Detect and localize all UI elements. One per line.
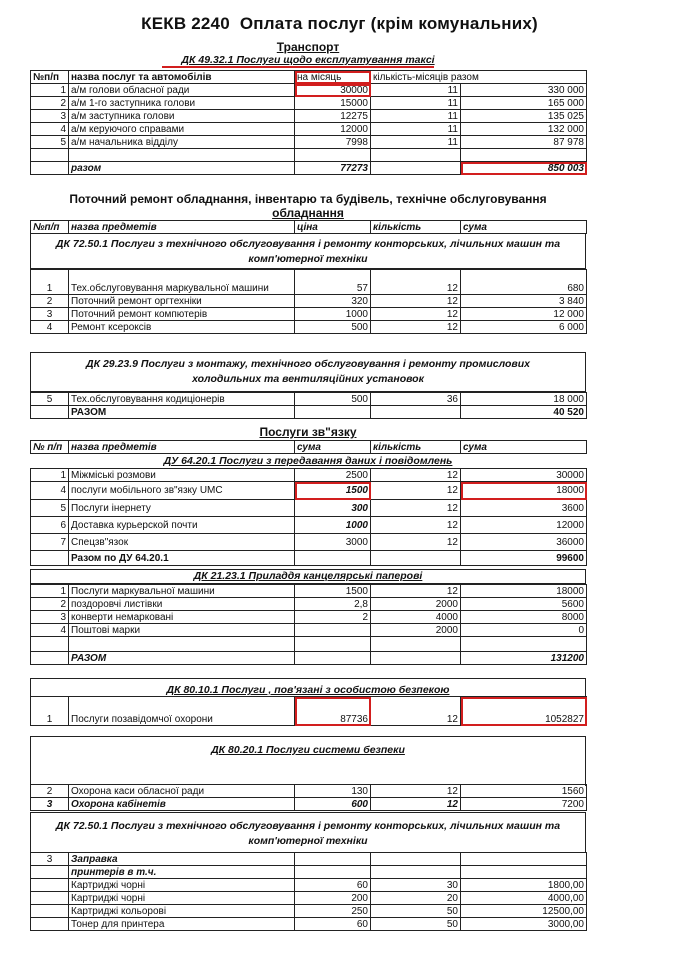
row-num: 1 [31, 697, 69, 726]
table-row [31, 84, 587, 97]
row-qty: 12 [371, 321, 461, 334]
table-row [31, 853, 587, 866]
total-row [31, 652, 587, 665]
row-month: 7998 [295, 136, 371, 149]
table-row [31, 598, 587, 611]
row-qty: 12 [371, 270, 461, 295]
row-qty: 2000 [371, 598, 461, 611]
row-sum: 1800,00 [461, 879, 587, 892]
row-qty: 20 [371, 892, 461, 905]
row-num: 4 [31, 321, 69, 334]
row-sum: 3 840 [461, 295, 587, 308]
row-sum: 7200 [461, 798, 587, 811]
row-price: 500 [295, 321, 371, 334]
row-price: 2,8 [295, 598, 371, 611]
row-sum: 36000 [461, 534, 587, 551]
empty-cell [461, 637, 587, 652]
empty-cell [371, 149, 461, 162]
col-header-sum: сума [461, 441, 587, 454]
row-name: конверти немарковані [69, 611, 295, 624]
row-name: Тех.обслуговування кодиціонерів [69, 393, 295, 406]
total-label: разом [69, 162, 295, 175]
table-row [31, 611, 587, 624]
row-name: Охорона кабінетів [69, 798, 295, 811]
row-num: 3 [31, 308, 69, 321]
row-sum: 4000,00 [461, 892, 587, 905]
table-row [31, 624, 587, 637]
total-sum: 850 003 [461, 162, 587, 175]
row-qty: 30 [371, 879, 461, 892]
repair-table-2 [30, 392, 587, 419]
table-header-row [31, 441, 587, 454]
empty-cell [69, 149, 295, 162]
row-name: Міжміські розмови [69, 469, 295, 482]
subtotal-sum: 99600 [461, 551, 587, 566]
table-row [31, 637, 587, 652]
row-price [295, 866, 371, 879]
repair-subheading-1: ДК 72.50.1 Послуги з технічного обслуговування і ремонту конторських, лічильних машин та [55, 238, 561, 250]
table-row [31, 149, 587, 162]
empty-cell [371, 162, 461, 175]
table-header-row [31, 221, 587, 234]
row-sum: 18000 [461, 585, 587, 598]
row-price: 300 [295, 500, 371, 517]
row-name: Ремонт ксероксів [69, 321, 295, 334]
row-num: 1 [31, 585, 69, 598]
table-row [31, 585, 587, 598]
empty-cell [371, 637, 461, 652]
red-underline [162, 66, 434, 68]
empty-cell [295, 149, 371, 162]
repair-subheading-1b: комп'ютерної техніки [248, 253, 368, 265]
row-qty: 4000 [371, 611, 461, 624]
col-header-price: сума [295, 441, 371, 454]
row-name: поздоровчі листівки [69, 598, 295, 611]
row-num [31, 866, 69, 879]
repair-header-table [30, 220, 587, 234]
table-row [31, 97, 587, 110]
transport-subheading: ДК 49.32.1 Послуги щодо експлуатування таксі [181, 54, 435, 66]
maint-table [30, 852, 587, 931]
total-label: РАЗОМ [69, 652, 295, 665]
row-price: 1000 [295, 308, 371, 321]
kekv-code: КЕКВ 2240 [141, 14, 230, 33]
total-row [31, 406, 587, 419]
comm-table [30, 468, 587, 566]
table-row [31, 785, 587, 798]
comm-subheading-1: ДУ 64.20.1 Послуги з передавання даних і повідомлень [163, 455, 453, 467]
row-name: послуги мобільного зв"язку UMC [69, 482, 295, 500]
row-num: 5 [31, 500, 69, 517]
table-row [31, 905, 587, 918]
row-month: 30000 [295, 84, 371, 97]
empty-cell [371, 652, 461, 665]
table-row [31, 879, 587, 892]
row-num [31, 918, 69, 931]
row-num [31, 905, 69, 918]
row-qty: 12 [371, 482, 461, 500]
row-price: 200 [295, 892, 371, 905]
repair-heading: Поточний ремонт обладнання, інвентарю та будівель, технічне обслуговування [69, 192, 547, 206]
row-price [295, 853, 371, 866]
empty-cell [461, 149, 587, 162]
row-name: Доставка курьерской почти [69, 517, 295, 534]
row-price: 250 [295, 905, 371, 918]
table-row [31, 321, 587, 334]
table-row [31, 697, 587, 726]
col-header-qty: кількість [371, 221, 461, 234]
row-sum: 1052827 [461, 697, 587, 726]
row-qty: 11 [371, 136, 461, 149]
row-sum: 3600 [461, 500, 587, 517]
row-sum [461, 866, 587, 879]
row-num: 1 [31, 84, 69, 97]
row-qty: 12 [371, 295, 461, 308]
row-price: 1500 [295, 482, 371, 500]
row-month: 15000 [295, 97, 371, 110]
row-num: 4 [31, 123, 69, 136]
row-qty: 11 [371, 123, 461, 136]
empty-cell [31, 551, 69, 566]
row-name: а/м 1-го заступника голови [69, 97, 295, 110]
table-row [31, 798, 587, 811]
col-header-month: на місяць [295, 71, 371, 84]
row-sum: 18 000 [461, 393, 587, 406]
row-price: 60 [295, 879, 371, 892]
empty-cell [295, 652, 371, 665]
row-name: а/м голови обласної ради [69, 84, 295, 97]
row-qty: 11 [371, 97, 461, 110]
table-row [31, 469, 587, 482]
table-row [31, 123, 587, 136]
row-qty: 12 [371, 697, 461, 726]
col-header-num: № п/п [31, 441, 69, 454]
repair-subheading-2b: холодильних та вентиляційних установок [192, 373, 424, 385]
row-qty: 36 [371, 393, 461, 406]
row-num: 4 [31, 624, 69, 637]
table-row [31, 918, 587, 931]
row-price: 60 [295, 918, 371, 931]
row-name: Заправка [69, 853, 295, 866]
subtotal-label: Разом по ДУ 64.20.1 [69, 551, 295, 566]
table-row [31, 500, 587, 517]
col-header-qty: кількість [371, 441, 461, 454]
transport-heading: Транспорт [276, 40, 340, 54]
comm-subheading-2: ДК 21.23.1 Приладдя канцелярські паперові [193, 570, 423, 582]
row-sum: 12 000 [461, 308, 587, 321]
comm-header-table [30, 440, 587, 454]
row-name: Охорона каси обласної ради [69, 785, 295, 798]
row-price: 2 [295, 611, 371, 624]
col-header-name: назва предметів [69, 221, 295, 234]
security-table-2 [30, 784, 587, 811]
row-price: 3000 [295, 534, 371, 551]
col-header-num: №п/п [31, 221, 69, 234]
row-qty [371, 853, 461, 866]
table-header-row [31, 71, 587, 84]
table-row [31, 866, 587, 879]
col-header-num: №п/п [31, 71, 69, 84]
table-row [31, 393, 587, 406]
row-price: 87736 [295, 697, 371, 726]
row-name: Поточний ремонт компютерів [69, 308, 295, 321]
row-price: 600 [295, 798, 371, 811]
row-total: 132 000 [461, 123, 587, 136]
row-qty: 12 [371, 517, 461, 534]
title-text: Оплата послуг (крім комунальних) [239, 14, 538, 33]
empty-cell [31, 149, 69, 162]
maint-subheading-b: комп'ютерної техніки [248, 835, 368, 847]
row-num: 5 [31, 393, 69, 406]
row-num: 2 [31, 598, 69, 611]
row-name: Тонер для принтера [69, 918, 295, 931]
repair-subheading-2: ДК 29.23.9 Послуги з монтажу, технічного обслуговування і ремонту промислових [86, 358, 530, 370]
row-num: 3 [31, 110, 69, 123]
table-row [31, 308, 587, 321]
empty-cell [31, 637, 69, 652]
row-num: 3 [31, 611, 69, 624]
subtotal-row [31, 551, 587, 566]
table-row [31, 892, 587, 905]
row-sum: 0 [461, 624, 587, 637]
row-qty: 50 [371, 905, 461, 918]
row-name: Картриджі кольорові [69, 905, 295, 918]
row-total: 135 025 [461, 110, 587, 123]
row-sum: 5600 [461, 598, 587, 611]
row-num: 3 [31, 853, 69, 866]
row-num: 5 [31, 136, 69, 149]
row-total: 87 978 [461, 136, 587, 149]
row-sum: 18000 [461, 482, 587, 500]
total-sum: 131200 [461, 652, 587, 665]
comm-table-2 [30, 584, 587, 665]
empty-cell [31, 652, 69, 665]
empty-cell [31, 162, 69, 175]
row-sum: 680 [461, 270, 587, 295]
row-name: Послуги інернету [69, 500, 295, 517]
row-name: Картриджі чорні [69, 892, 295, 905]
total-row [31, 162, 587, 175]
col-header-sum: сума [461, 221, 587, 234]
empty-cell [295, 637, 371, 652]
row-name: принтерів в т.ч. [69, 866, 295, 879]
row-price: 1500 [295, 585, 371, 598]
row-name: Спецзв"язок [69, 534, 295, 551]
row-num: 7 [31, 534, 69, 551]
row-price: 57 [295, 270, 371, 295]
transport-table [30, 70, 587, 175]
row-price: 2500 [295, 469, 371, 482]
row-sum: 12000 [461, 517, 587, 534]
row-sum: 3000,00 [461, 918, 587, 931]
table-row [31, 295, 587, 308]
row-price: 1000 [295, 517, 371, 534]
row-qty: 12 [371, 534, 461, 551]
empty-cell [295, 406, 371, 419]
row-month: 12275 [295, 110, 371, 123]
row-price: 130 [295, 785, 371, 798]
row-qty: 11 [371, 110, 461, 123]
row-num: 6 [31, 517, 69, 534]
col-header-name: назва предметів [69, 441, 295, 454]
row-qty: 2000 [371, 624, 461, 637]
empty-cell [31, 406, 69, 419]
table-row [31, 517, 587, 534]
row-sum: 12500,00 [461, 905, 587, 918]
row-num [31, 892, 69, 905]
table-row [31, 270, 587, 295]
row-num: 4 [31, 482, 69, 500]
row-qty: 12 [371, 798, 461, 811]
row-name: а/м заступника голови [69, 110, 295, 123]
row-name: Поточний ремонт оргтехніки [69, 295, 295, 308]
total-sum: 40 520 [461, 406, 587, 419]
row-qty: 12 [371, 469, 461, 482]
total-label: РАЗОМ [69, 406, 295, 419]
row-name: Картриджі чорні [69, 879, 295, 892]
empty-cell [295, 551, 371, 566]
row-qty [371, 866, 461, 879]
row-sum: 8000 [461, 611, 587, 624]
repair-heading-line2: обладнання [272, 206, 344, 220]
row-sum: 30000 [461, 469, 587, 482]
row-qty: 12 [371, 585, 461, 598]
row-qty: 50 [371, 918, 461, 931]
row-name: а/м керуючого справами [69, 123, 295, 136]
col-header-price: ціна [295, 221, 371, 234]
security-subheading-2: ДК 80.20.1 Послуги системи безпеки [211, 744, 405, 756]
table-row [31, 110, 587, 123]
table-row [31, 136, 587, 149]
row-num: 3 [31, 798, 69, 811]
comm-heading: Послуги зв"язку [259, 425, 357, 439]
row-num: 1 [31, 469, 69, 482]
row-sum [461, 853, 587, 866]
row-qty: 11 [371, 84, 461, 97]
row-price: 320 [295, 295, 371, 308]
row-num: 2 [31, 97, 69, 110]
document-title [0, 14, 679, 34]
row-num: 2 [31, 295, 69, 308]
row-price: 500 [295, 393, 371, 406]
row-month: 12000 [295, 123, 371, 136]
row-qty: 12 [371, 785, 461, 798]
empty-cell [69, 637, 295, 652]
repair-table [30, 269, 587, 334]
row-name: Послуги позавідомчої охорони [69, 697, 295, 726]
empty-cell [371, 551, 461, 566]
row-name: Послуги маркувальної машини [69, 585, 295, 598]
row-num: 2 [31, 785, 69, 798]
table-row [31, 482, 587, 500]
row-price [295, 624, 371, 637]
table-row [31, 534, 587, 551]
col-header-months-total: кількість-місяців разом [371, 71, 587, 84]
row-total: 165 000 [461, 97, 587, 110]
row-qty: 12 [371, 500, 461, 517]
row-name: Поштові марки [69, 624, 295, 637]
row-qty: 12 [371, 308, 461, 321]
security-table [30, 696, 587, 726]
empty-cell [371, 406, 461, 419]
row-num: 1 [31, 270, 69, 295]
row-num [31, 879, 69, 892]
security-subheading-1: ДК 80.10.1 Послуги , пов'язані з особистою безпекою [166, 684, 450, 696]
row-name: Тех.обслуговування маркувальної машини [69, 270, 295, 295]
row-total: 330 000 [461, 84, 587, 97]
total-month: 77273 [295, 162, 371, 175]
row-sum: 6 000 [461, 321, 587, 334]
col-header-name: назва послуг та автомобілів [69, 71, 295, 84]
row-sum: 1560 [461, 785, 587, 798]
maint-subheading: ДК 72.50.1 Послуги з технічного обслуговування і ремонту конторських, лічильних машин та [55, 820, 561, 832]
row-name: а/м начальника відділу [69, 136, 295, 149]
